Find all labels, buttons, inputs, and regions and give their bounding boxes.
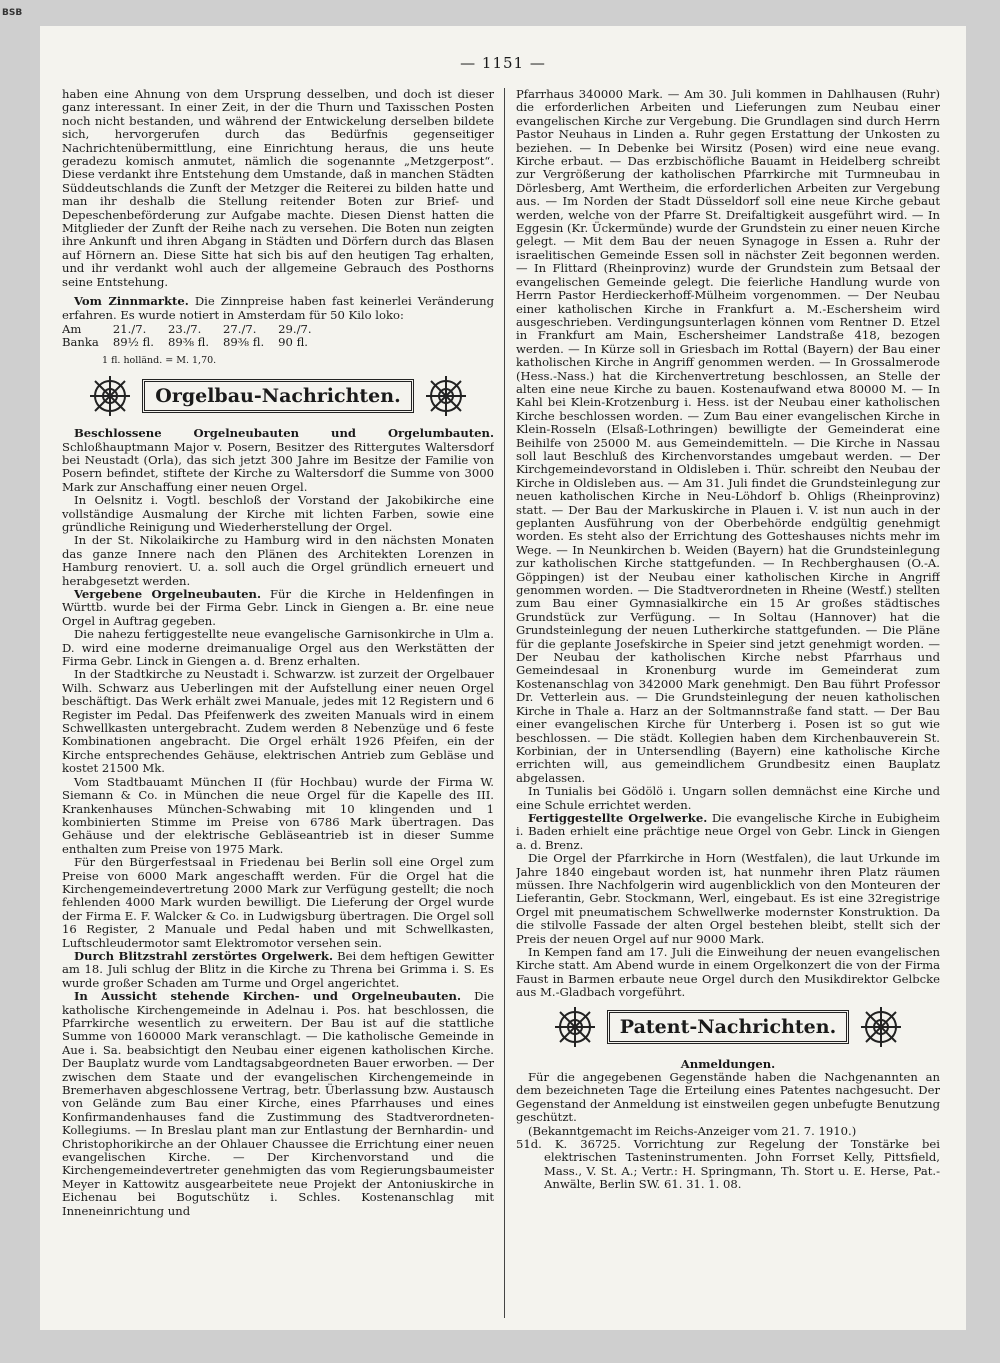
price-cell: 90 fl. — [278, 335, 308, 350]
organ-news-banner — [62, 373, 494, 419]
page-number: — 1151 — — [460, 54, 546, 72]
article-paragraph: In der St. Nikolaikirche zu Hamburg wird in den nächsten Monaten das ganze Innere nach den Plänen des Architekten Lorenzen in Hamburg renoviert. U. a. soll auch die Orgel gründlich erneuert und herabgesetzt werden. — [62, 533, 494, 588]
ornament-icon — [549, 1004, 601, 1050]
section-heading: Fertiggestellte Orgelwerke. — [528, 810, 708, 825]
tin-market-paragraph — [62, 295, 494, 322]
price-header-row — [62, 323, 326, 336]
article-paragraph — [62, 588, 494, 628]
applications-text: Für die angegebenen Gegenstände haben die Nachgenannten an dem bezeichneten Tage die Erteilung eines Patentes nachgesucht. Der Gegenstand der Anmeldung ist einstweilen gegen unbefugte Benutzung geschützt. — [516, 1070, 940, 1125]
tin-market-text: Die Zinnpreise haben fast keinerlei Veränderung erfahren. Es wurde notiert in Amsterdam für 50 Kilo loko: — [62, 294, 494, 322]
organ-news-title: Orgelbau-Nachrichten. — [142, 379, 413, 413]
article-paragraph: In Tunialis bei Gödölö i. Ungarn sollen demnächst eine Kirche und eine Schule errichtet werden. — [516, 784, 940, 812]
section-heading: Beschlossene Orgelneubauten und Orgelumbauten. — [74, 426, 494, 441]
price-cell: 21./7. — [112, 321, 147, 336]
applications-heading-text: Anmeldungen. — [680, 1056, 776, 1071]
price-cell: 27./7. — [223, 321, 257, 336]
left-column — [62, 88, 494, 1318]
article-paragraph: In Kempen fand am 17. Juli die Einweihung der neuen evangelischen Kirche statt. Am Abend wurde in einem Orgelkonzert die von der Firma Faust in Barmen erbaute neue Orgel durch den Musikdirektor Gelbcke aus M.-Gladbach vorgeführt. — [516, 945, 940, 1000]
article-paragraph: Die Orgel der Pfarrkirche in Horn (Westfalen), die laut Urkunde im Jahre 1840 eingebaut worden ist, hat nunmehr ihren Platz räumen müssen. Ihre Nachfolgerin wird augenblicklich von den Monteuren der Lieferantin, Gebr. Stockmann, Werl, eingebaut. Es ist eine 32registrige Orgel mit pneumatischem Schwellwerke modernster Konstruktion. Da die stilvolle Fassade der alten Orgel bestehen bleibt, stellt sich der Preis der neuen Orgel auf nur 9000 Mark. — [516, 851, 940, 946]
price-cell: 23./7. — [167, 321, 202, 336]
article-paragraph: Für den Bürgerfestsaal in Friedenau bei Berlin soll eine Orgel zum Preise von 6000 Mark angeschafft werden. Für die Orgel hat die Kirchengemeindevertretung 2000 Mark zur Verfügung gestellt; die noch fehlenden 4000 Mark wurden bewilligt. Die Lieferung der Orgel wurde der Firma E. F. Walcker & Co. in Ludwigsburg übertragen. Die Orgel soll 16 Register, 2 Manuale und Pedal haben und mit Schwellkasten, Luftschleudermotor samt Elektromotor versehen sein. — [62, 855, 494, 950]
article-paragraph: In Oelsnitz i. Vogtl. beschloß der Vorstand der Jakobikirche eine vollständige Ausmalung der Kirche mit lichten Farben, sowie eine gründliche Reinigung und Wiederherstellung der Orgel. — [62, 493, 494, 534]
intro-paragraph: haben eine Ahnung von dem Ursprung desselben, und doch ist dieser ganz interessant. In einer Zeit, in der die Thurn und Taxisschen Posten noch nicht bestanden, und während der Entwickelung derselben bildete sich, hervorgerufen durch das Bedürfnis gegenseitiger Nachrichtenübermittlung, eine Einrichtung heraus, die uns heute geradezu komisch anmutet, nämlich die sogenannte „Metzgerpost“. Diese verdankt ihre Entstehung dem Umstande, daß in manchen Städten Süddeutschlands die Zunft der Metzger die Reiterei zu bilden hatte und man ihr deshalb die Stellung reitender Boten zur Brief- und Depeschenbeförderung zur Aufgabe machte. Diesen Dienst hatten die Mitglieder der Zunft der Reihe nach zu versehen. Die Boten nun zeigten ihre Ankunft und ihren Abgang in Städten und Dörfern durch das Blasen auf Hörnern an. Diese Sitte hat sich bis auf den heutigen Tag erhalten, und ihr verdankt wohl auch der allgemeine Gebrauch des Posthorns seine Entstehung. — [62, 88, 494, 289]
ornament-icon — [420, 373, 472, 419]
price-cell: 89⅜ fl. — [223, 335, 265, 350]
tin-price-table — [62, 323, 326, 350]
applications-heading — [516, 1058, 940, 1071]
price-row — [62, 336, 326, 349]
paragraph-text: Schloßhauptmann Major v. Posern, Besitzer des Rittergutes Waltersdorf bei Neustadt (Orla), das sich jetzt 300 Jahre im Besitze der Familie von Posern befindet, stiftete der Kirche zu Waltersdorf die Summe von 3000 Mark zur Anschaffung einer neuen Orgel. — [62, 439, 494, 494]
article-paragraph — [62, 990, 494, 1218]
ornament-icon — [84, 373, 136, 419]
section-heading: Durch Blitzstrahl zerstörtes Orgelwerk. — [74, 948, 333, 963]
section-heading: Vergebene Orgelneubauten. — [74, 587, 262, 601]
price-cell: 89⅜ fl. — [167, 335, 210, 350]
article-paragraph — [62, 950, 494, 990]
paragraph-text: Die evangelische Kirche in Eubigheim i. Baden erhielt eine prächtige neue Orgel von Gebr. Linck in Giengen a. d. Brenz. — [516, 810, 940, 852]
patent-news-banner — [516, 1004, 940, 1050]
patent-entry: 51d. K. 36725. Vorrichtung zur Regelung der Tonstärke bei elektrischen Tasteninstrumenten. John Forrset Kelly, Pittsfield, Mass., V. St. A.; Vertr.: H. Springmann, Th. Stort u. E. Herse, Pat.-Anwälte, Berlin SW. 61. 31. 1. 08. — [516, 1137, 940, 1192]
article-paragraph: Pfarrhaus 340000 Mark. — Am 30. Juli kommen in Dahlhausen (Ruhr) die erforderlichen Arbeiten und Lieferungen zum Neubau einer evangelischen Kirche zur Vergebung. Die Grundlagen sind durch Herrn Pastor Neuhaus in Linden a. Ruhr gegen Erstattung der Unkosten zu beziehen. — In Debenke bei Wirsitz (Posen) wird eine neue evang. Kirche erbaut. — Das erzbischöfliche Bauamt in Heidelberg schreibt zur Vergrößerung der katholischen Pfarrkirche mit Turmneubau in Dörlesberg, Amt Wertheim, die erforderlichen Arbeiten zur Vergebung aus. — Im Norden der Stadt Düsseldorf soll eine neue Kirche gebaut werden, welche von der Pfarre St. Dreifaltigkeit ausgeführt wird. — In Eggesin (Kr. Ückermünde) wurde der Grundstein zu einer neuen Kirche gelegt. — Mit dem Bau der neuen Synagoge in Essen a. Ruhr der israelitischen Gemeinde Essen soll in nächster Zeit begonnen werden. — In Flittard (Rheinprovinz) wurde der Grundstein zum Betsaal der evangelischen Gemeinde gelegt. Die feierliche Handlung wurde von Herrn Pastor Herdieckerhoff-Mülheim vorgenommen. — Der Neubau einer katholischen Kirche in Frankfurt a. M.-Eschersheim wird ausgeschrieben. Verdingungsunterlagen können vom Rentner D. Etzel in Frankfurt am Main, Eschersheimer Landstraße 418, bezogen werden. — In Kürze soll in Griesbach im Rottal (Bayern) der Bau einer katholischen Kirche in Angriff genommen werden. — In Grossalmerode (Hess.-Nass.) hat die Kirchenvertretung beschlossen, an Stelle der alten eine neue Kirche zu bauen. Kostenaufwand etwa 80000 M. — In Kahl bei Klein-Krotzenburg i. Hess. ist der Neubau einer katholischen Kirche beschlossen worden. — Zum Bau einer evangelischen Kirche in Klein-Rosseln (Elsaß-Lothringen) bewilligte der Gemeinderat eine Beihilfe von 25000 M. aus Gemeindemitteln. — Die Kirche in Nassau soll laut Beschluß des Kirchenvorstandes umgebaut werden. — Der Kirchgemeindevorstand in Oldisleben i. Thür. schreibt den Neubau der Kirche in Oldisleben aus. — Am 31. Juli findet die Grundsteinlegung zur neuen katholischen Kirche in Neu-Löhdorf b. Ohligs (Rheinprovinz) statt. — Der Bau der Markuskirche in Plauen i. V. ist nun auch in der geplanten Ausführung von der Oberbehörde endgültig genehmigt worden. Es steht also der Errichtung des Gotteshauses nichts mehr im Wege. — In Neunkirchen b. Weiden (Bayern) hat die Grundsteinlegung zur katholischen Kirche stattgefunden. — In Rechberghausen (O.-A. Göppingen) ist der Neubau einer katholischen Kirche in Angriff genommen worden. — Die Stadtverordneten in Rheine (Westf.) stellten zum Bau einer Gymnasialkirche ein 15 Ar großes städtisches Grundstück zur Verfügung. — In Soltau (Hannover) hat die Grundsteinlegung der neuen Lutherkirche stattgefunden. — Die Pläne für die geplante Josefskirche in Speier sind jetzt genehmigt worden. — Der Neubau der katholischen Kirche nebst Pfarrhaus und Gemeindesaal in Kronenburg wurde im Gemeinderat zum Kostenanschlag von 342000 Mark genehmigt. Den Bau führt Professor Dr. Vetterlein aus. — Die Grundsteinlegung der neuen katholischen Kirche in Thale a. Harz an der Soltmannstraße fand statt. — Der Bau einer evangelischen Kirche für Unterberg i. Posen ist so gut wie beschlossen. — Die städt. Kollegien haben dem Kirchenbauverein St. Korbinian, der in Untersendling (Bayern) eine katholische Kirche errichten will, aus gemeindlichem Grundbesitz einen Bauplatz abgelassen. — [516, 88, 940, 785]
article-paragraph: Vom Stadtbauamt München II (für Hochbau) wurde der Firma W. Siemann & Co. in München die neue Orgel für die Kapelle des III. Krankenhauses München-Schwabing mit 10 klingenden und 1 kombinierten Stimme im Preise von 6786 Mark übertragen. Das Gehäuse und der elektrische Gebläseantrieb ist in dieser Summe enthalten zum Preise von 1975 Mark. — [62, 774, 494, 856]
publication-note: (Bekanntgemacht im Reichs-Anzeiger vom 21. 7. 1910.) — [528, 1123, 857, 1138]
article-paragraph — [516, 812, 940, 852]
price-cell: Am — [62, 321, 82, 336]
newspaper-page — [40, 26, 966, 1330]
paragraph-text: Bei dem heftigen Gewitter am 18. Juli schlug der Blitz in die Kirche zu Threna bei Grimma i. S. Es wurde großer Schaden am Turme und Orgel angerichtet. — [62, 948, 494, 990]
article-paragraph: In der Stadtkirche zu Neustadt i. Schwarzw. ist zurzeit der Orgelbauer Wilh. Schwarz aus Ueberlingen mit der Aufstellung einer neuen Orgel beschäftigt. Das Werk erhält zwei Manuale, jedes mit 12 Registern und 6 Register im Pedal. Das Pfeifenwerk des zweiten Manuals wird in einem Schwellkasten untergebracht. Zudem werden 8 Nebenzüge und 6 feste Kombinationen angebracht. Die Orgel erhält 1926 Pfeifen, ein der Kirche entsprechendes Gehäuse, elektrischen Antrieb zum Gebläse und kostet 21500 Mk. — [62, 667, 494, 776]
library-corner-label: BSB — [2, 8, 23, 18]
column-divider — [504, 88, 505, 1318]
patent-news-title: Patent-Nachrichten. — [607, 1010, 849, 1044]
price-cell: 29./7. — [278, 321, 312, 336]
ornament-icon — [855, 1004, 907, 1050]
price-cell: Banka — [62, 335, 99, 350]
paragraph-text: Für die Kirche in Heldenfingen in Württb. wurde bei der Firma Gebr. Linck in Giengen a. Br. eine neue Orgel in Auftrag gegeben. — [62, 587, 494, 628]
article-paragraph — [62, 427, 494, 494]
price-cell: 89½ fl. — [112, 335, 154, 350]
article-paragraph: Die nahezu fertiggestellte neue evangelische Garnisonkirche in Ulm a. D. wird eine moderne dreimanualige Orgel aus den Werkstätten der Firma Gebr. Linck in Giengen a. d. Brenz erhalten. — [62, 627, 494, 669]
currency-note: 1 fl. holländ. = M. 1,70. — [102, 354, 217, 366]
tin-market-heading: Vom Zinnmarkte. — [74, 294, 189, 309]
right-column — [516, 88, 940, 1318]
paragraph-text: Die katholische Kirchengemeinde in Adelnau i. Pos. hat beschlossen, die Pfarrkirche wesentlich zu erweitern. Der Bau ist auf die stattliche Summe von 160000 Mark veranschlagt. — Die katholische Gemeinde in Aue i. Sa. beabsichtigt den Neubau einer eigenen katholischen Kirche. Der Bauplatz wurde vom Landtagsabgeordneten Bauer erworben. — Der zwischen dem Staate und der evangelischen Kirchengemeinde in Bremerhaven abgeschlossene Vertrag, betr. Überlassung bzw. Austausch von Gelände zum Bau einer Kirche, eines Pfarrhauses und eines Konfirmandenhauses fand die Zustimmung des Stadtverordneten-Kollegiums. — In Breslau plant man zur Entlastung der Bernhardin- und Christophorikirche an der Ohlauer Chaussee die Errichtung einer neuen evangelischen Kirche. — Der Kirchenvorstand und die Kirchengemeindevertreter genehmigten das vom Regierungsbaumeister Meyer in Kattowitz ausgearbeitete neue Projekt der Antoniuskirche in Eichenau bei Bogutschütz i. Schles. Kostenanschlag mit Inneneinrichtung und — [62, 989, 494, 1218]
section-heading: In Aussicht stehende Kirchen- und Orgelneubauten. — [74, 989, 462, 1004]
